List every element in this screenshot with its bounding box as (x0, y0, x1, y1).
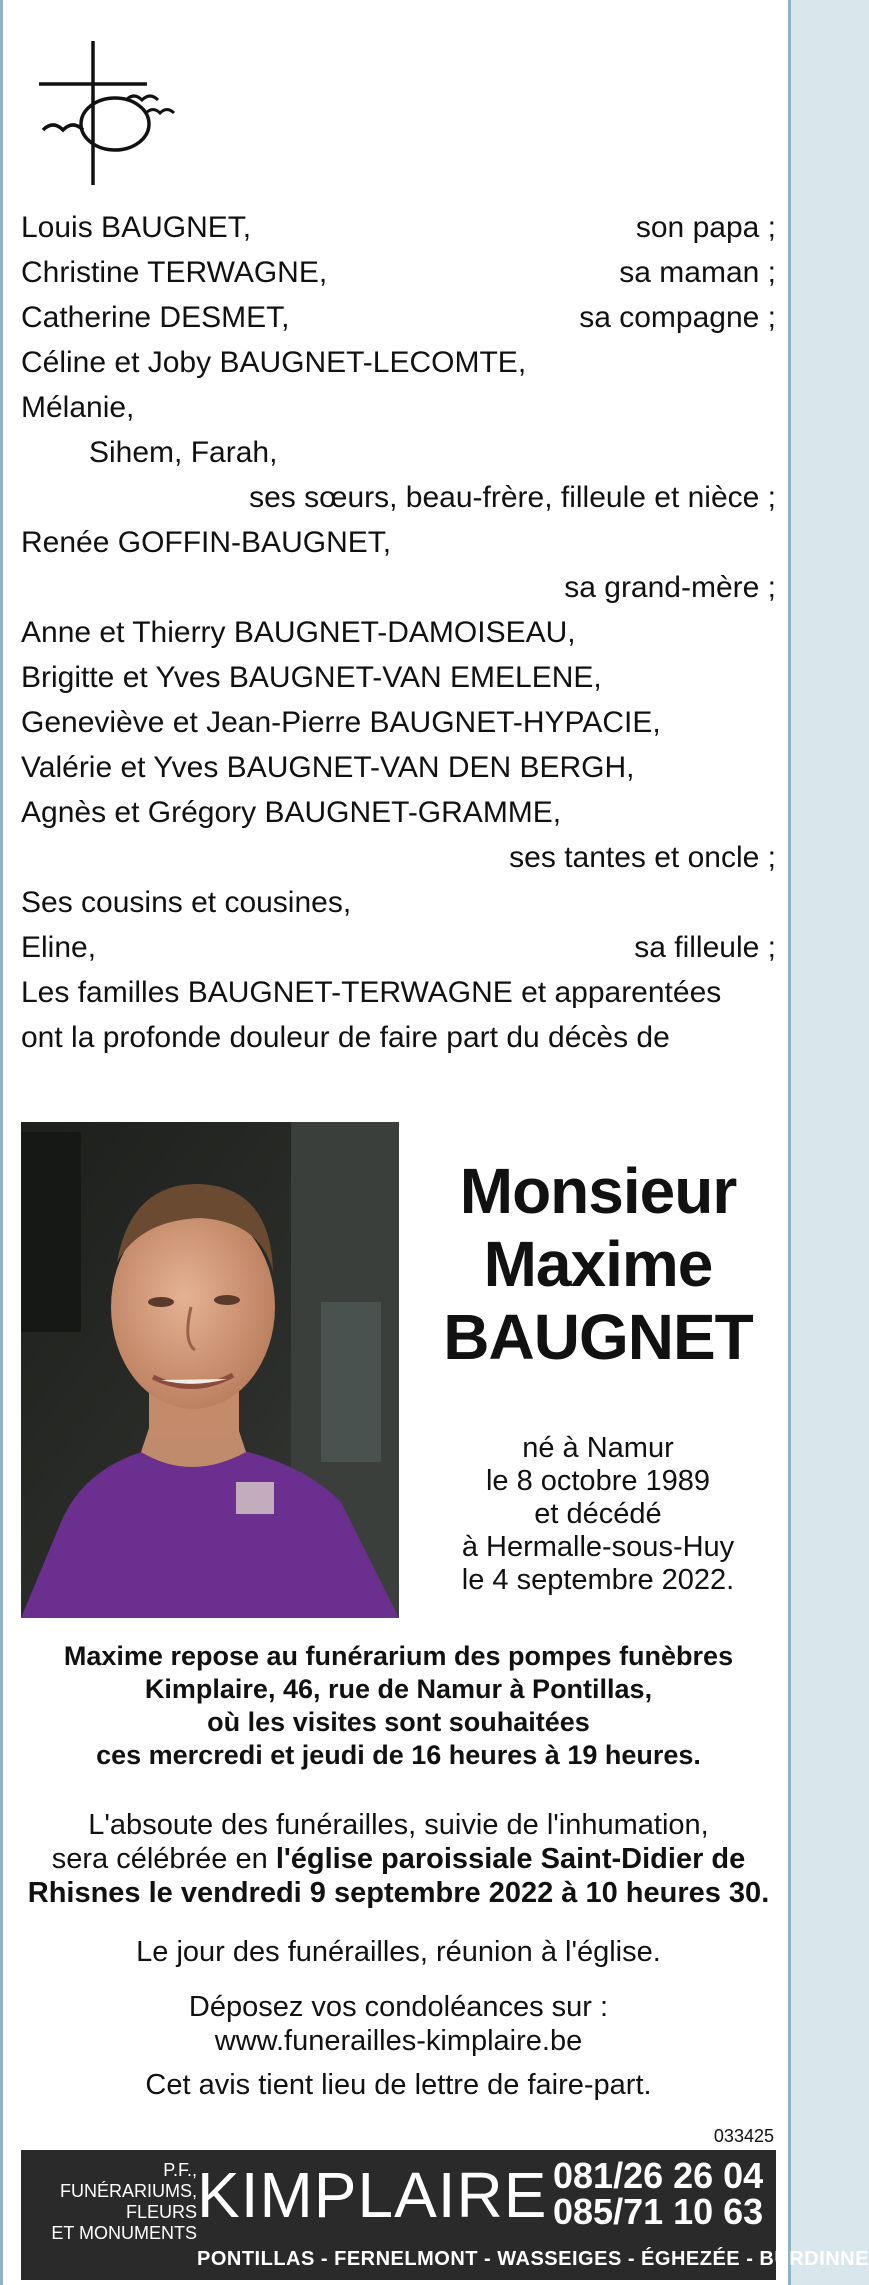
relative-name: Mélanie, (21, 391, 135, 424)
church-name: l'église paroissiale Saint-Didier de (275, 1843, 746, 1875)
brand-name: KIMPLAIRE (197, 2159, 548, 2231)
repose-line: où les visites sont souhaitées (207, 1707, 590, 1737)
relationship: sa maman ; (619, 256, 776, 289)
relative-line (21, 970, 776, 1015)
deceased-name (413, 1155, 783, 1374)
phone-number[interactable]: 081/26 26 04 (553, 2155, 764, 2196)
relative-line (21, 610, 776, 655)
service-item: FLEURS (125, 2202, 197, 2222)
relationship: son papa ; (635, 211, 776, 244)
condolences-info (21, 1990, 776, 2058)
relative-line (21, 835, 776, 880)
relative-name: Agnès et Grégory BAUGNET-GRAMME, (21, 796, 562, 829)
death-place: à Hermalle-sous-Huy (461, 1531, 735, 1563)
last-name: BAUGNET (443, 1301, 753, 1373)
relative-name: Anne et Thierry BAUGNET-DAMOISEAU, (21, 616, 576, 649)
birth-death-info (413, 1432, 783, 1597)
funeral-home-banner (21, 2150, 869, 2280)
relative-line (21, 925, 776, 970)
relative-name: Geneviève et Jean-Pierre BAUGNET-HYPACIE, (21, 706, 661, 739)
repose-line: Kimplaire, 46, rue de Namur à Pontillas, (144, 1674, 653, 1704)
service-item: P.F., (163, 2160, 197, 2180)
relative-line (21, 655, 776, 700)
relative-name: Sihem, Farah, (89, 436, 278, 469)
relative-name: Renée GOFFIN-BAUGNET, (21, 526, 392, 559)
funeral-line (21, 1842, 776, 1876)
relative-line (21, 430, 776, 475)
relationship: ses sœurs, beau-frère, filleule et nièce ; (249, 481, 776, 514)
relative-line (21, 745, 776, 790)
reunion-info: Le jour des funérailles, réunion à l'église. (136, 1936, 661, 1968)
relationship: sa grand-mère ; (564, 571, 776, 604)
relative-name: Les familles BAUGNET-TERWAGNE et apparentées (21, 976, 722, 1009)
relative-line (21, 520, 776, 565)
relative-name: Brigitte et Yves BAUGNET-VAN EMELENE, (21, 661, 602, 694)
relative-line (21, 385, 776, 430)
relative-line (21, 295, 776, 340)
phone-number[interactable]: 085/71 10 63 (553, 2191, 764, 2232)
funeral-date: Rhisnes le vendredi 9 septembre 2022 à 10 heures 30. (27, 1877, 770, 1909)
funeral-line: L'absoute des funérailles, suivie de l'inhumation, (88, 1809, 709, 1841)
repose-info (21, 1640, 776, 1772)
title-monsieur: Monsieur (459, 1155, 737, 1227)
relative-name: Céline et Joby BAUGNET-LECOMTE, (21, 346, 527, 379)
funeral-info (21, 1808, 776, 1910)
relative-line (21, 340, 776, 385)
relatives-list (21, 205, 776, 1015)
relative-line (21, 565, 776, 610)
relationship: ses tantes et oncle ; (509, 841, 776, 874)
first-name: Maxime (483, 1228, 713, 1300)
phone-numbers (553, 2155, 764, 2232)
relative-name: Christine TERWAGNE, (21, 256, 328, 289)
reference-number: 033425 (713, 2126, 774, 2146)
condolences-text: Déposez vos condoléances sur : (188, 1991, 609, 2023)
relative-line (21, 790, 776, 835)
relative-line (21, 250, 776, 295)
death-intro: et décédé (534, 1498, 662, 1530)
funeral-text: sera célébrée en (51, 1843, 276, 1875)
relationship: sa compagne ; (579, 301, 776, 334)
relative-name: Louis BAUGNET, (21, 211, 252, 244)
birth-date: le 8 octobre 1989 (485, 1465, 711, 1497)
service-item: FUNÉRARIUMS, (59, 2181, 197, 2201)
locations-list: PONTILLAS - FERNELMONT - WASSEIGES - ÉGHEZÉE - BURDINNE (197, 2248, 869, 2270)
cross-and-birds-icon (31, 38, 181, 188)
repose-line: ces mercredi et jeudi de 16 heures à 19 heures. (96, 1740, 701, 1770)
relative-line (21, 700, 776, 745)
relative-line (21, 880, 776, 925)
relative-line (21, 205, 776, 250)
intro-text: ont la profonde douleur de faire part du décès de (21, 1021, 670, 1054)
services-list (27, 2160, 197, 2244)
notice-footer: Cet avis tient lieu de lettre de faire-part. (145, 2069, 652, 2101)
portrait-photo (21, 1122, 399, 1618)
relative-name: Ses cousins et cousines, (21, 886, 352, 919)
relationship: sa filleule ; (634, 931, 776, 964)
condolences-link[interactable]: www.funerailles-kimplaire.be (214, 2025, 583, 2057)
repose-line: Maxime repose au funérarium des pompes funèbres (63, 1641, 734, 1671)
death-date: le 4 septembre 2022. (461, 1564, 735, 1596)
relative-line (21, 475, 776, 520)
relative-name: Eline, (21, 931, 97, 964)
service-item: ET MONUMENTS (51, 2223, 197, 2243)
relative-name: Catherine DESMET, (21, 301, 290, 334)
birth-place: né à Namur (522, 1432, 674, 1464)
relative-name: Valérie et Yves BAUGNET-VAN DEN BERGH, (21, 751, 635, 784)
